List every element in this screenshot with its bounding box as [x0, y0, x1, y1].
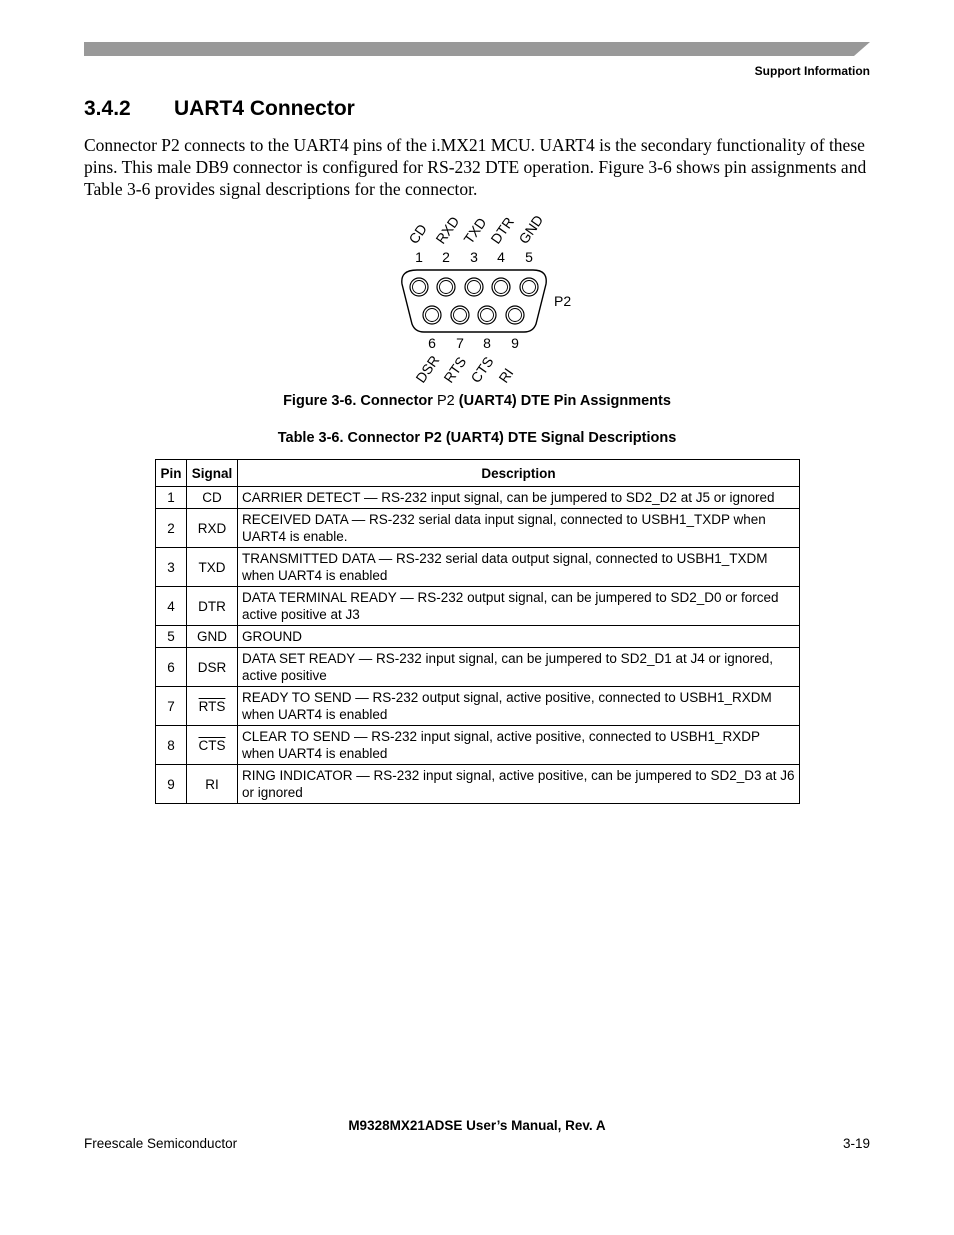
pin-cell: 6 — [156, 648, 187, 687]
table-row — [156, 487, 800, 509]
header-pin: Pin — [156, 460, 187, 487]
pin-cell: 3 — [156, 548, 187, 587]
pin-4-inner — [495, 281, 508, 294]
signal-cell: DSR — [187, 648, 238, 687]
pin-signal-label: RXD — [432, 213, 463, 247]
pin-number-label: 1 — [415, 249, 423, 265]
figure-caption-suffix: (UART4) DTE Pin Assignments — [454, 393, 671, 409]
signal-cell — [187, 687, 238, 726]
signal-active-low: $\overline{RTS}$ — [198, 698, 226, 714]
pin-8-inner — [481, 309, 494, 322]
section-title: UART4 Connector — [174, 97, 355, 120]
signal-cell: GND — [187, 626, 238, 648]
table-row — [156, 648, 800, 687]
pin-signal-label: DSR — [412, 352, 443, 386]
pin-number-label: 4 — [497, 249, 505, 265]
signal-cell: RI — [187, 765, 238, 804]
pin-1-inner — [413, 281, 426, 294]
section-heading — [84, 97, 355, 121]
table-header-row — [156, 460, 800, 487]
table-row — [156, 687, 800, 726]
pin-cell: 8 — [156, 726, 187, 765]
table-caption: Table 3-6. Connector P2 (UART4) DTE Signal Descriptions — [277, 430, 677, 446]
pin-signal-label: GND — [515, 212, 547, 247]
table-row — [156, 587, 800, 626]
pin-6-inner — [426, 309, 439, 322]
figure-caption — [0, 393, 954, 409]
pin-signal-label: TXD — [460, 214, 490, 247]
db9-connector-diagram — [380, 212, 620, 392]
pin-cell: 4 — [156, 587, 187, 626]
signal-cell: RXD — [187, 509, 238, 548]
signal-cell: CD — [187, 487, 238, 509]
description-cell: GROUND — [238, 626, 800, 648]
pin-3-inner — [468, 281, 481, 294]
pin-signal-label: CD — [405, 220, 431, 247]
table-row — [156, 548, 800, 587]
pin-number-label: 2 — [442, 249, 450, 265]
pin-9-inner — [509, 309, 522, 322]
figure-caption-prefix: Figure 3-6. Connector — [283, 393, 437, 409]
pin-signal-label: CTS — [467, 353, 497, 386]
body-paragraph: Connector P2 connects to the UART4 pins of the i.MX21 MCU. UART4 is the secondary functionality of these pins. This male DB9 connector is configured for RS-232 DTE operation. Figure 3-6 shows pin assignments and Table 3-6 provides signal descriptions for the connector. — [84, 135, 867, 199]
description-cell: DATA TERMINAL READY — RS-232 output signal, can be jumpered to SD2_D0 or forced active positive at J3 — [238, 587, 800, 626]
pin-7-inner — [454, 309, 467, 322]
header-signal: Signal — [187, 460, 238, 487]
pin-signal-label: RI — [495, 365, 517, 386]
table-row — [156, 509, 800, 548]
description-cell: DATA SET READY — RS-232 input signal, can be jumpered to SD2_D1 at J4 or ignored, active positive — [238, 648, 800, 687]
footer-company: Freescale Semiconductor — [84, 1136, 238, 1151]
figure-caption-connector: P2 — [436, 393, 455, 409]
pin-number-label: 6 — [428, 335, 436, 351]
signal-cell: DTR — [187, 587, 238, 626]
pin-cell: 1 — [156, 487, 187, 509]
pin-cell: 9 — [156, 765, 187, 804]
table-row — [156, 626, 800, 648]
pin-number-label: 3 — [470, 249, 478, 265]
header-bar — [84, 42, 870, 56]
pin-number-label: 5 — [525, 249, 533, 265]
description-cell: TRANSMITTED DATA — RS-232 serial data output signal, connected to USBH1_TXDM when UART4 is enabled — [238, 548, 800, 587]
description-cell: READY TO SEND — RS-232 output signal, active positive, connected to USBH1_RXDM when UART4 is enabled — [238, 687, 800, 726]
section-number: 3.4.2 — [84, 97, 131, 120]
description-cell: RING INDICATOR — RS-232 input signal, active positive, can be jumpered to SD2_D3 at J6 or ignored — [238, 765, 800, 804]
signal-cell — [187, 726, 238, 765]
description-cell: CLEAR TO SEND — RS-232 input signal, active positive, connected to USBH1_RXDP when UART4 is enabled — [238, 726, 800, 765]
pin-number-label: 7 — [456, 335, 464, 351]
pin-number-label: 8 — [483, 335, 491, 351]
running-head: Support Information — [754, 64, 870, 78]
pin-2-inner — [440, 281, 453, 294]
pin-signal-label: DTR — [487, 213, 517, 247]
signal-table — [155, 459, 800, 804]
table-row — [156, 726, 800, 765]
signal-active-low: $\overline{CTS}$ — [198, 737, 226, 753]
header-description: Description — [238, 460, 800, 487]
connector-label: P2 — [554, 293, 572, 309]
footer-manual-title: M9328MX21ADSE User’s Manual, Rev. A — [348, 1118, 606, 1133]
pin-cell: 5 — [156, 626, 187, 648]
pin-signal-label: RTS — [440, 353, 470, 386]
signal-cell: TXD — [187, 548, 238, 587]
pin-5-inner — [523, 281, 536, 294]
pin-number-label: 9 — [511, 335, 519, 351]
pin-cell: 2 — [156, 509, 187, 548]
description-cell: CARRIER DETECT — RS-232 input signal, can be jumpered to SD2_D2 at J5 or ignored — [238, 487, 800, 509]
table-row — [156, 765, 800, 804]
footer-page-number: 3-19 — [842, 1136, 870, 1151]
description-cell: RECEIVED DATA — RS-232 serial data input signal, connected to USBH1_TXDP when UART4 is enable. — [238, 509, 800, 548]
pin-cell: 7 — [156, 687, 187, 726]
